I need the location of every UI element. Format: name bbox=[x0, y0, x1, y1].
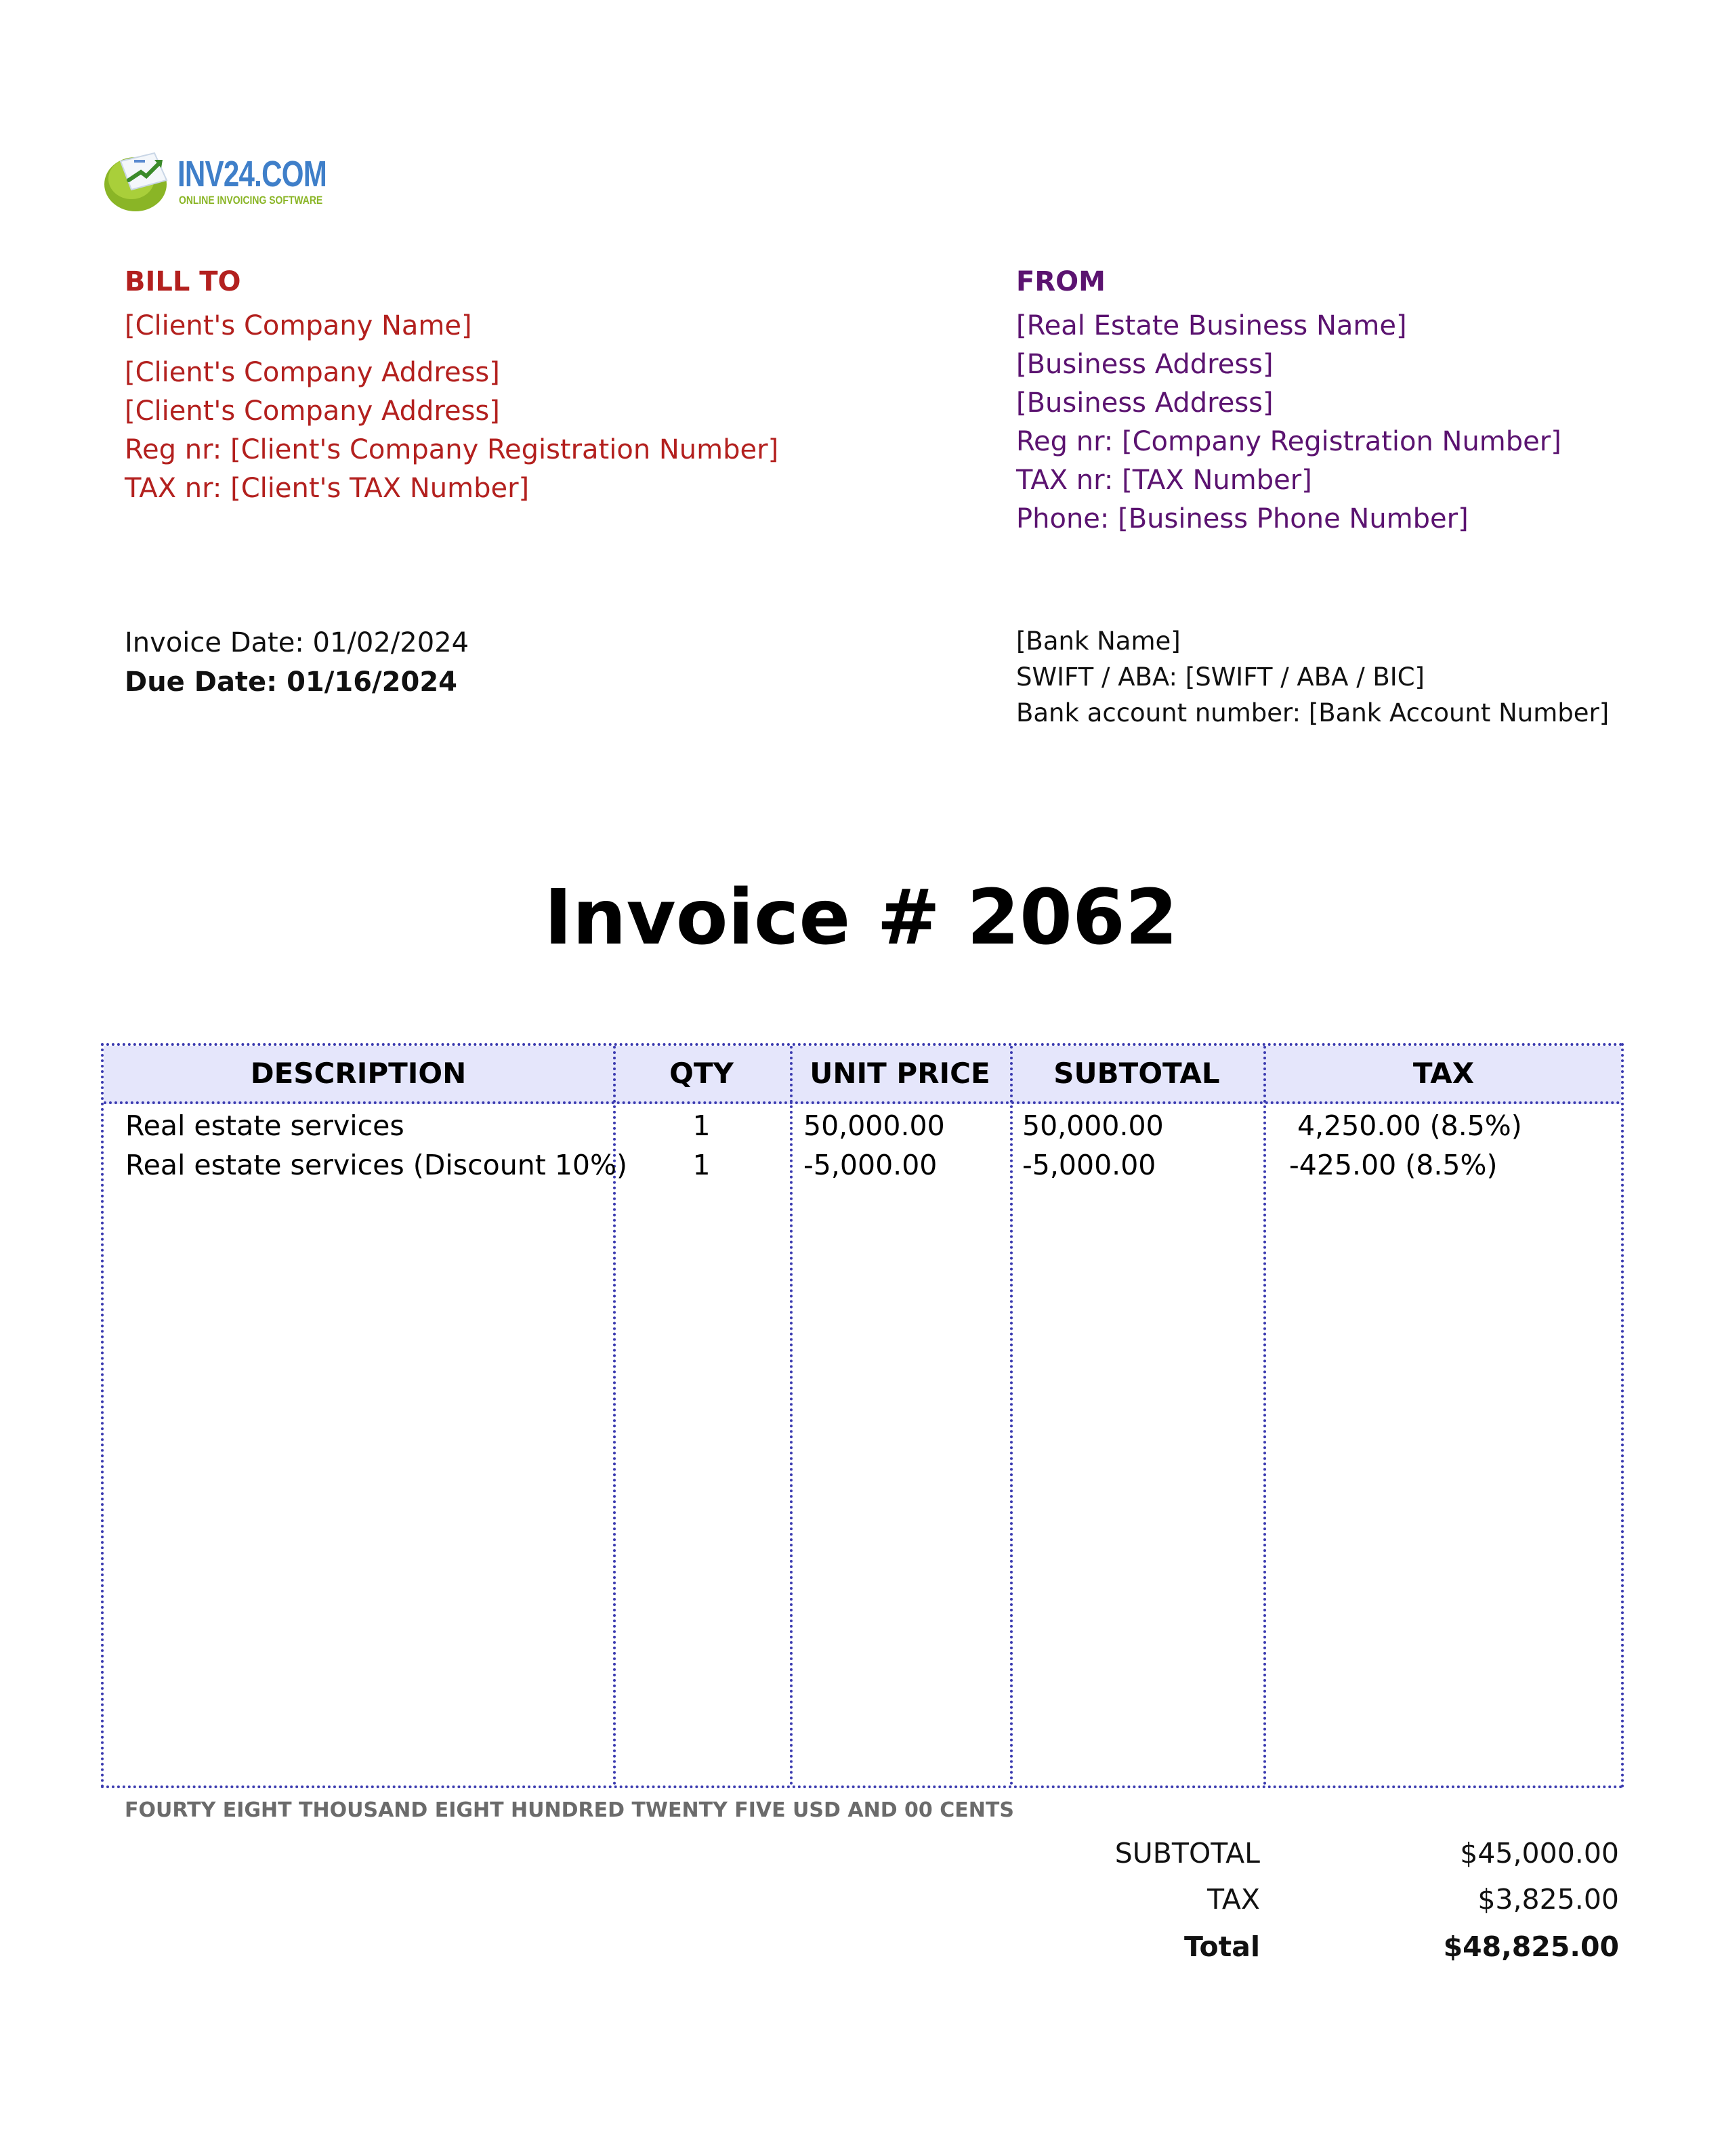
column-divider bbox=[1010, 1046, 1013, 1785]
bill-to-line: [Client's Company Address] bbox=[125, 396, 500, 427]
row-description: Real estate services (Discount 10%) bbox=[125, 1149, 627, 1181]
logo-wordmark: INV24.COM bbox=[177, 154, 327, 194]
row-unit-price: 50,000.00 bbox=[803, 1109, 945, 1142]
from-line: [Real Estate Business Name] bbox=[1016, 310, 1407, 341]
amount-in-words: FOURTY EIGHT THOUSAND EIGHT HUNDRED TWENTY FIVE USD AND 00 CENTS bbox=[125, 1798, 1014, 1822]
logo-tagline: ONLINE INVOICING SOFTWARE bbox=[179, 194, 323, 207]
total-value: $48,825.00 bbox=[1443, 1930, 1619, 1963]
row-subtotal: -5,000.00 bbox=[1022, 1149, 1156, 1181]
bank-swift: SWIFT / ABA: [SWIFT / ABA / BIC] bbox=[1016, 662, 1425, 692]
bill-to-block bbox=[125, 263, 778, 508]
header-description: DESCRIPTION bbox=[250, 1057, 467, 1090]
bank-name: [Bank Name] bbox=[1016, 627, 1181, 656]
column-divider bbox=[1263, 1046, 1266, 1785]
bank-details bbox=[1016, 623, 1609, 731]
header-unit-price: UNIT PRICE bbox=[810, 1057, 990, 1090]
invoice-date: Invoice Date: 01/02/2024 bbox=[125, 627, 469, 658]
row-description: Real estate services bbox=[125, 1109, 404, 1142]
tax-label: TAX bbox=[1207, 1883, 1260, 1916]
from-line: [Business Address] bbox=[1016, 349, 1274, 380]
header-tax: TAX bbox=[1412, 1057, 1475, 1090]
bank-account: Bank account number: [Bank Account Number] bbox=[1016, 698, 1610, 727]
column-divider bbox=[790, 1046, 793, 1785]
from-line: [Business Address] bbox=[1016, 387, 1274, 419]
due-date: Due Date: 01/16/2024 bbox=[125, 667, 457, 698]
from-block bbox=[1016, 263, 1561, 538]
bill-to-line: Reg nr: [Client's Company Registration Number] bbox=[125, 434, 779, 465]
row-unit-price: -5,000.00 bbox=[803, 1149, 938, 1181]
invoice-title: Invoice # 2062 bbox=[544, 874, 1178, 962]
header-qty: QTY bbox=[669, 1057, 734, 1090]
row-qty: 1 bbox=[692, 1109, 711, 1142]
row-qty: 1 bbox=[692, 1149, 711, 1181]
row-subtotal: 50,000.00 bbox=[1022, 1109, 1164, 1142]
from-line: TAX nr: [TAX Number] bbox=[1016, 465, 1312, 496]
bill-to-line: [Client's Company Name] bbox=[125, 310, 472, 341]
items-table bbox=[101, 1043, 1624, 1788]
company-logo bbox=[102, 142, 325, 217]
header-subtotal: SUBTOTAL bbox=[1053, 1057, 1220, 1090]
invoice-dates bbox=[125, 623, 469, 702]
tax-value: $3,825.00 bbox=[1477, 1883, 1619, 1916]
subtotal-label: SUBTOTAL bbox=[1114, 1837, 1260, 1869]
from-line: Reg nr: [Company Registration Number] bbox=[1016, 426, 1561, 457]
logo-chart-icon bbox=[102, 145, 176, 213]
bill-to-line: [Client's Company Address] bbox=[125, 357, 500, 388]
row-tax: 4,250.00 (8.5%) bbox=[1297, 1109, 1522, 1142]
row-tax: -425.00 (8.5%) bbox=[1289, 1149, 1498, 1181]
bill-to-line: TAX nr: [Client's TAX Number] bbox=[125, 473, 530, 504]
bill-to-heading: BILL TO bbox=[125, 266, 241, 297]
subtotal-value: $45,000.00 bbox=[1460, 1837, 1619, 1869]
from-line: Phone: [Business Phone Number] bbox=[1016, 503, 1469, 534]
total-label: Total bbox=[1183, 1930, 1260, 1963]
from-heading: FROM bbox=[1016, 266, 1106, 297]
